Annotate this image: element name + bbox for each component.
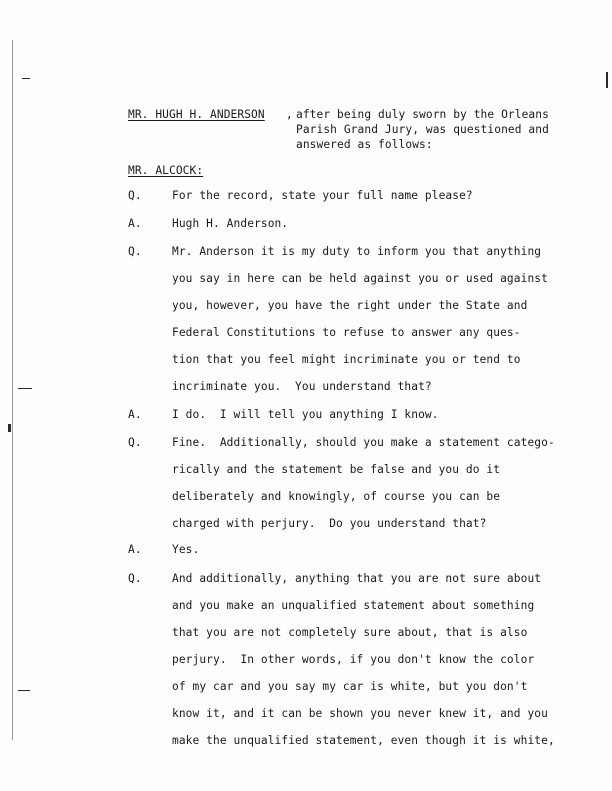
intro-line-3: answered as follows: [296, 138, 433, 151]
testimony-line: And additionally, anything that you are not sure about [172, 572, 542, 585]
testimony-line: Mr. Anderson it is my duty to inform you that anything [172, 245, 542, 258]
testimony-line: incriminate you. You understand that? [172, 380, 432, 393]
edge-mark [606, 72, 608, 88]
testimony-line: charged with perjury. Do you understand that? [172, 517, 487, 530]
intro-line-1: after being duly sworn by the Orleans [296, 108, 549, 121]
header-comma: , [286, 108, 293, 121]
testimony-line: make the unqualified statement, even though it is white, [172, 734, 555, 747]
testimony-line: I do. I will tell you anything I know. [172, 408, 439, 421]
testimony-line: of my car and you say my car is white, but you don't [172, 680, 528, 693]
speaker-label: Q. [128, 572, 142, 585]
examiner-heading: MR. ALCOCK: [128, 164, 204, 177]
margin-rule [12, 40, 13, 740]
intro-line-2: Parish Grand Jury, was questioned and [296, 123, 549, 136]
margin-tick [8, 424, 11, 432]
testimony-line: perjury. In other words, if you don't know the color [172, 653, 535, 666]
speaker-label: Q. [128, 436, 142, 449]
testimony-line: Yes. [172, 543, 200, 556]
speaker-label: A. [128, 543, 142, 556]
margin-tick [18, 388, 32, 389]
testimony-line: you say in here can be held against you or used against [172, 272, 548, 285]
testimony-line: know it, and it can be shown you never knew it, and you [172, 707, 548, 720]
testimony-line: rically and the statement be false and you do it [172, 463, 501, 476]
testimony-line: Federal Constitutions to refuse to answer any ques- [172, 326, 521, 339]
speaker-label: Q. [128, 245, 142, 258]
testimony-line: you, however, you have the right under the State and [172, 299, 528, 312]
speaker-label: A. [128, 217, 142, 230]
testimony-line: and you make an unqualified statement about something [172, 599, 535, 612]
testimony-line: deliberately and knowingly, of course you can be [172, 490, 501, 503]
speaker-label: A. [128, 408, 142, 421]
margin-tick [18, 690, 30, 691]
witness-name: MR. HUGH H. ANDERSON [128, 108, 265, 121]
testimony-line: For the record, state your full name please? [172, 189, 473, 202]
speaker-label: Q. [128, 189, 142, 202]
testimony-line: tion that you feel might incriminate you or tend to [172, 353, 521, 366]
testimony-line: Hugh H. Anderson. [172, 217, 289, 230]
margin-tick [22, 78, 30, 79]
testimony-line: Fine. Additionally, should you make a statement catego- [172, 436, 555, 449]
testimony-line: that you are not completely sure about, that is also [172, 626, 528, 639]
